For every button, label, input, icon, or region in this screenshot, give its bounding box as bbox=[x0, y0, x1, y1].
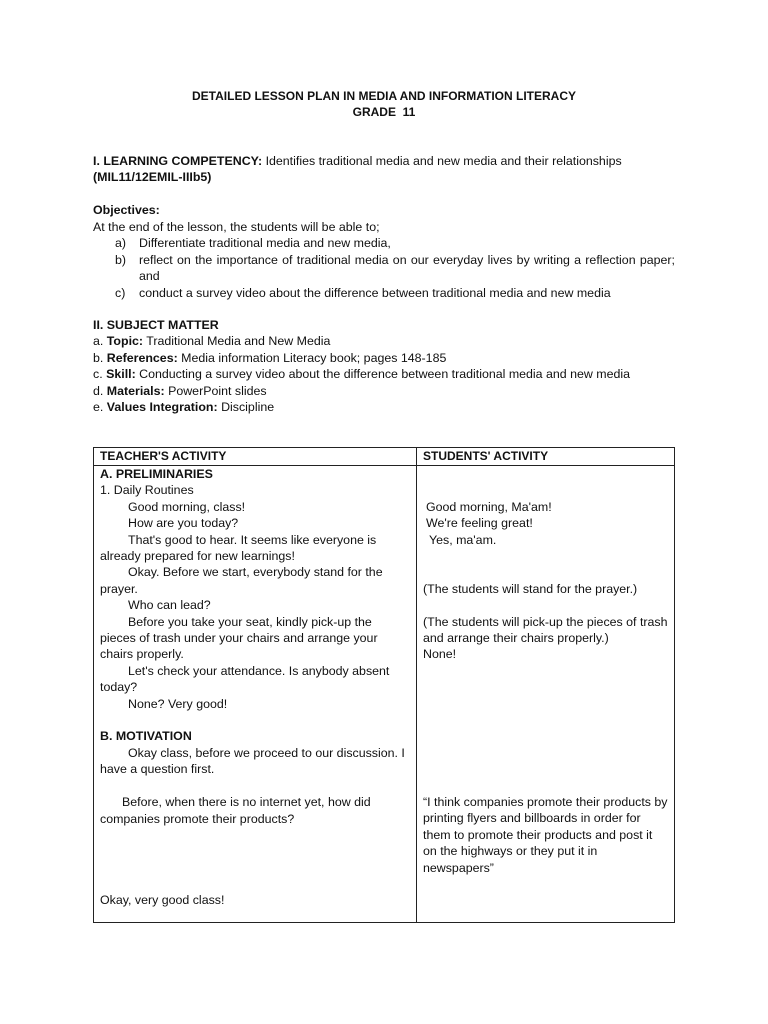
subject-key: Values Integration: bbox=[106, 399, 218, 414]
objective-letter: a) bbox=[115, 236, 127, 251]
student-line: Good morning, Ma'am! bbox=[426, 499, 552, 514]
student-line: (The students will pick-up the pieces of trash and arrange their chairs properly.) bbox=[423, 614, 668, 645]
subject-prefix: d. bbox=[93, 383, 107, 398]
objective-text: conduct a survey video about the difference between traditional media and new media bbox=[139, 285, 611, 300]
teacher-line: Before, when there is no internet yet, how did companies promote their products? bbox=[100, 795, 371, 826]
teacher-line: Good morning, class! bbox=[128, 499, 246, 514]
objectives-heading bbox=[93, 202, 675, 218]
objective-item bbox=[93, 285, 675, 301]
objectives-list bbox=[93, 219, 675, 301]
teacher-line: Let's check your attendance. Is anybody absent today? bbox=[100, 663, 390, 695]
activity-table bbox=[93, 447, 675, 923]
section-motivation: B. MOTIVATION bbox=[100, 729, 192, 744]
competency-label: I. LEARNING COMPETENCY: bbox=[93, 154, 263, 168]
subject-prefix: c. bbox=[93, 367, 107, 382]
subject-item bbox=[93, 333, 675, 349]
subject-key: Skill: bbox=[106, 367, 136, 382]
learning-competency bbox=[93, 153, 675, 186]
objective-letter: b) bbox=[115, 252, 127, 267]
objective-text: reflect on the importance of traditional media on our everyday lives by writing a reflection paper; and bbox=[139, 252, 675, 284]
subject-prefix: b. bbox=[93, 350, 107, 365]
document-title: DETAILED LESSON PLAN IN MEDIA AND INFORMATION LITERACY bbox=[192, 89, 576, 103]
subject-prefix: e. bbox=[93, 399, 107, 414]
subject-value: PowerPoint slides bbox=[164, 383, 267, 398]
student-line: We're feeling great! bbox=[426, 516, 533, 531]
objectives-intro: At the end of the lesson, the students will be able to; bbox=[93, 220, 380, 234]
subject-key: Materials: bbox=[106, 383, 165, 398]
teacher-activity-header: TEACHER'S ACTIVITY bbox=[94, 448, 417, 466]
teacher-activity-cell bbox=[94, 466, 417, 923]
objective-item bbox=[93, 252, 675, 285]
section-preliminaries: A. PRELIMINARIES bbox=[100, 467, 213, 481]
teacher-line: That's good to hear. It seems like everyone is already prepared for new learnings! bbox=[100, 532, 377, 564]
teacher-line: Okay class, before we proceed to our discussion. I have a question first. bbox=[100, 745, 405, 777]
subject-item bbox=[93, 399, 675, 415]
students-activity-header: STUDENTS' ACTIVITY bbox=[417, 448, 675, 466]
objectives-label: Objectives: bbox=[93, 203, 160, 217]
student-line: None! bbox=[423, 647, 457, 662]
subject-item bbox=[93, 383, 675, 399]
subject-value: Conducting a survey video about the difference between traditional media and new media bbox=[135, 367, 631, 382]
subject-key: References: bbox=[106, 350, 178, 365]
subject-item bbox=[93, 350, 675, 366]
table-row bbox=[94, 466, 675, 923]
teacher-line: Before you take your seat, kindly pick-up the pieces of trash under your chairs and arrange your chairs properly. bbox=[100, 614, 378, 662]
teacher-line: Okay, very good class! bbox=[100, 893, 225, 908]
grade-level: GRADE 11 bbox=[352, 105, 416, 120]
objective-letter: c) bbox=[115, 285, 126, 300]
student-line: Yes, ma'am. bbox=[429, 532, 497, 547]
competency-text: Identifies traditional media and new media and their relationships bbox=[262, 154, 622, 168]
subject-key: Topic: bbox=[106, 334, 144, 349]
objective-item bbox=[93, 235, 675, 251]
subject-value: Traditional Media and New Media bbox=[143, 334, 331, 349]
teacher-line: Who can lead? bbox=[128, 598, 211, 613]
subject-prefix: a. bbox=[93, 334, 107, 349]
student-line: (The students will stand for the prayer.) bbox=[423, 581, 638, 596]
subject-value: Discipline bbox=[217, 399, 275, 414]
subject-matter-label: II. SUBJECT MATTER bbox=[93, 318, 219, 332]
subject-item bbox=[93, 366, 675, 382]
table-header-row bbox=[94, 448, 675, 466]
teacher-line: How are you today? bbox=[128, 516, 239, 531]
students-activity-cell bbox=[417, 466, 675, 923]
document-header bbox=[0, 88, 768, 121]
competency-code: (MIL11/12EMIL-IIIb5) bbox=[93, 170, 212, 185]
teacher-line: Okay. Before we start, everybody stand for the prayer. bbox=[100, 565, 383, 596]
daily-routines: 1. Daily Routines bbox=[100, 483, 194, 498]
subject-matter bbox=[93, 317, 675, 415]
objective-text: Differentiate traditional media and new media, bbox=[139, 236, 391, 251]
student-line: “I think companies promote their products by printing flyers and billboards in order for them to promote their products and post it on the highways or they put it in newspapers” bbox=[423, 794, 668, 875]
subject-value: Media information Literacy book; pages 148-185 bbox=[177, 350, 447, 365]
teacher-line: None? Very good! bbox=[128, 696, 228, 711]
